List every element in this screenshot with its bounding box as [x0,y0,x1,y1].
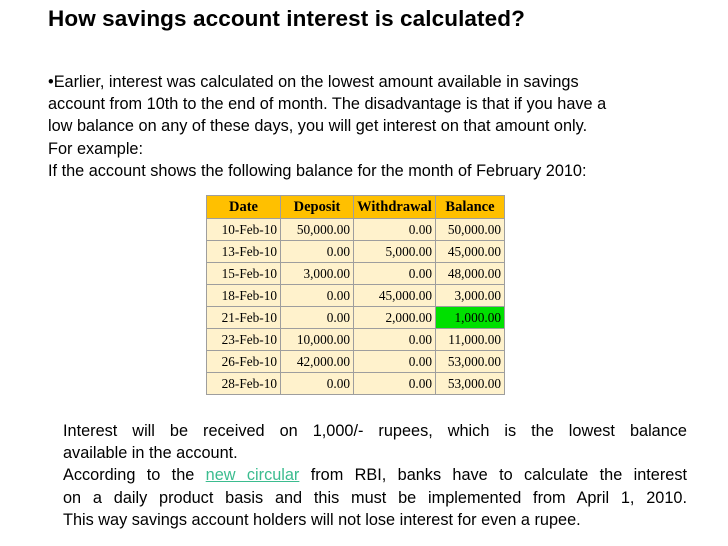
intro-line: account from 10th to the end of month. The disadvantage is that if you have a [48,95,607,114]
cell-withdrawal: 5,000.00 [354,241,436,263]
cell-date: 10-Feb-10 [207,219,281,241]
table-row [207,329,505,351]
intro-line: •Earlier, interest was calculated on the lowest amount available in savings [48,73,579,91]
cell-date: 13-Feb-10 [207,241,281,263]
table-row [207,351,505,373]
cell-deposit: 10,000.00 [281,329,354,351]
conclusion-line: available in the account. [63,444,238,463]
table-row [207,241,505,263]
cell-date: 15-Feb-10 [207,263,281,285]
intro-text [48,71,728,182]
slide-title: How savings account interest is calculated? [48,6,525,31]
cell-withdrawal: 45,000.00 [354,285,436,307]
cell-deposit: 3,000.00 [281,263,354,285]
cell-date: 21-Feb-10 [207,307,281,329]
cell-withdrawal: 2,000.00 [354,307,436,329]
header-withdrawal: Withdrawal [354,196,436,219]
cell-deposit: 0.00 [281,241,354,263]
table-row [207,373,505,395]
cell-deposit: 42,000.00 [281,351,354,373]
cell-withdrawal: 0.00 [354,329,436,351]
header-date: Date [207,196,281,219]
cell-withdrawal: 0.00 [354,263,436,285]
conclusion-line: Interest will be received on 1,000/- rupees, which is the lowest balance [63,422,687,440]
table-row [207,285,505,307]
header-deposit: Deposit [281,196,354,219]
table-row [207,307,505,329]
cell-deposit: 0.00 [281,307,354,329]
conclusion-line [63,464,687,486]
conclusion-text-segment: According to the [63,466,206,485]
cell-date: 18-Feb-10 [207,285,281,307]
intro-line: low balance on any of these days, you will get interest on that amount only. [48,117,588,136]
table-row [207,219,505,241]
table-row [207,263,505,285]
intro-line: If the account shows the following balance for the month of February 2010: [48,161,587,180]
balance-table [206,195,505,395]
cell-balance-lowest: 1,000.00 [436,307,505,329]
cell-balance: 3,000.00 [436,285,505,307]
cell-balance: 53,000.00 [436,351,505,373]
conclusion-text [63,420,687,531]
cell-balance: 50,000.00 [436,219,505,241]
table-header-row [207,196,505,219]
intro-line: For example: [48,139,144,158]
balance-table-container [206,195,505,395]
cell-deposit: 0.00 [281,373,354,395]
conclusion-line: This way savings account holders will not lose interest for even a rupee. [63,510,581,529]
cell-date: 26-Feb-10 [207,351,281,373]
cell-balance: 45,000.00 [436,241,505,263]
cell-withdrawal: 0.00 [354,351,436,373]
cell-balance: 48,000.00 [436,263,505,285]
conclusion-text-segment: from RBI, banks have to calculate the interest [299,466,687,485]
cell-date: 28-Feb-10 [207,373,281,395]
cell-balance: 11,000.00 [436,329,505,351]
header-balance: Balance [436,196,505,219]
cell-deposit: 50,000.00 [281,219,354,241]
conclusion-line: on a daily product basis and this must be implemented from April 1, 2010. [63,488,687,507]
cell-withdrawal: 0.00 [354,373,436,395]
cell-withdrawal: 0.00 [354,219,436,241]
new-circular-link[interactable]: new circular [205,466,300,485]
cell-date: 23-Feb-10 [207,329,281,351]
cell-deposit: 0.00 [281,285,354,307]
cell-balance: 53,000.00 [436,373,505,395]
